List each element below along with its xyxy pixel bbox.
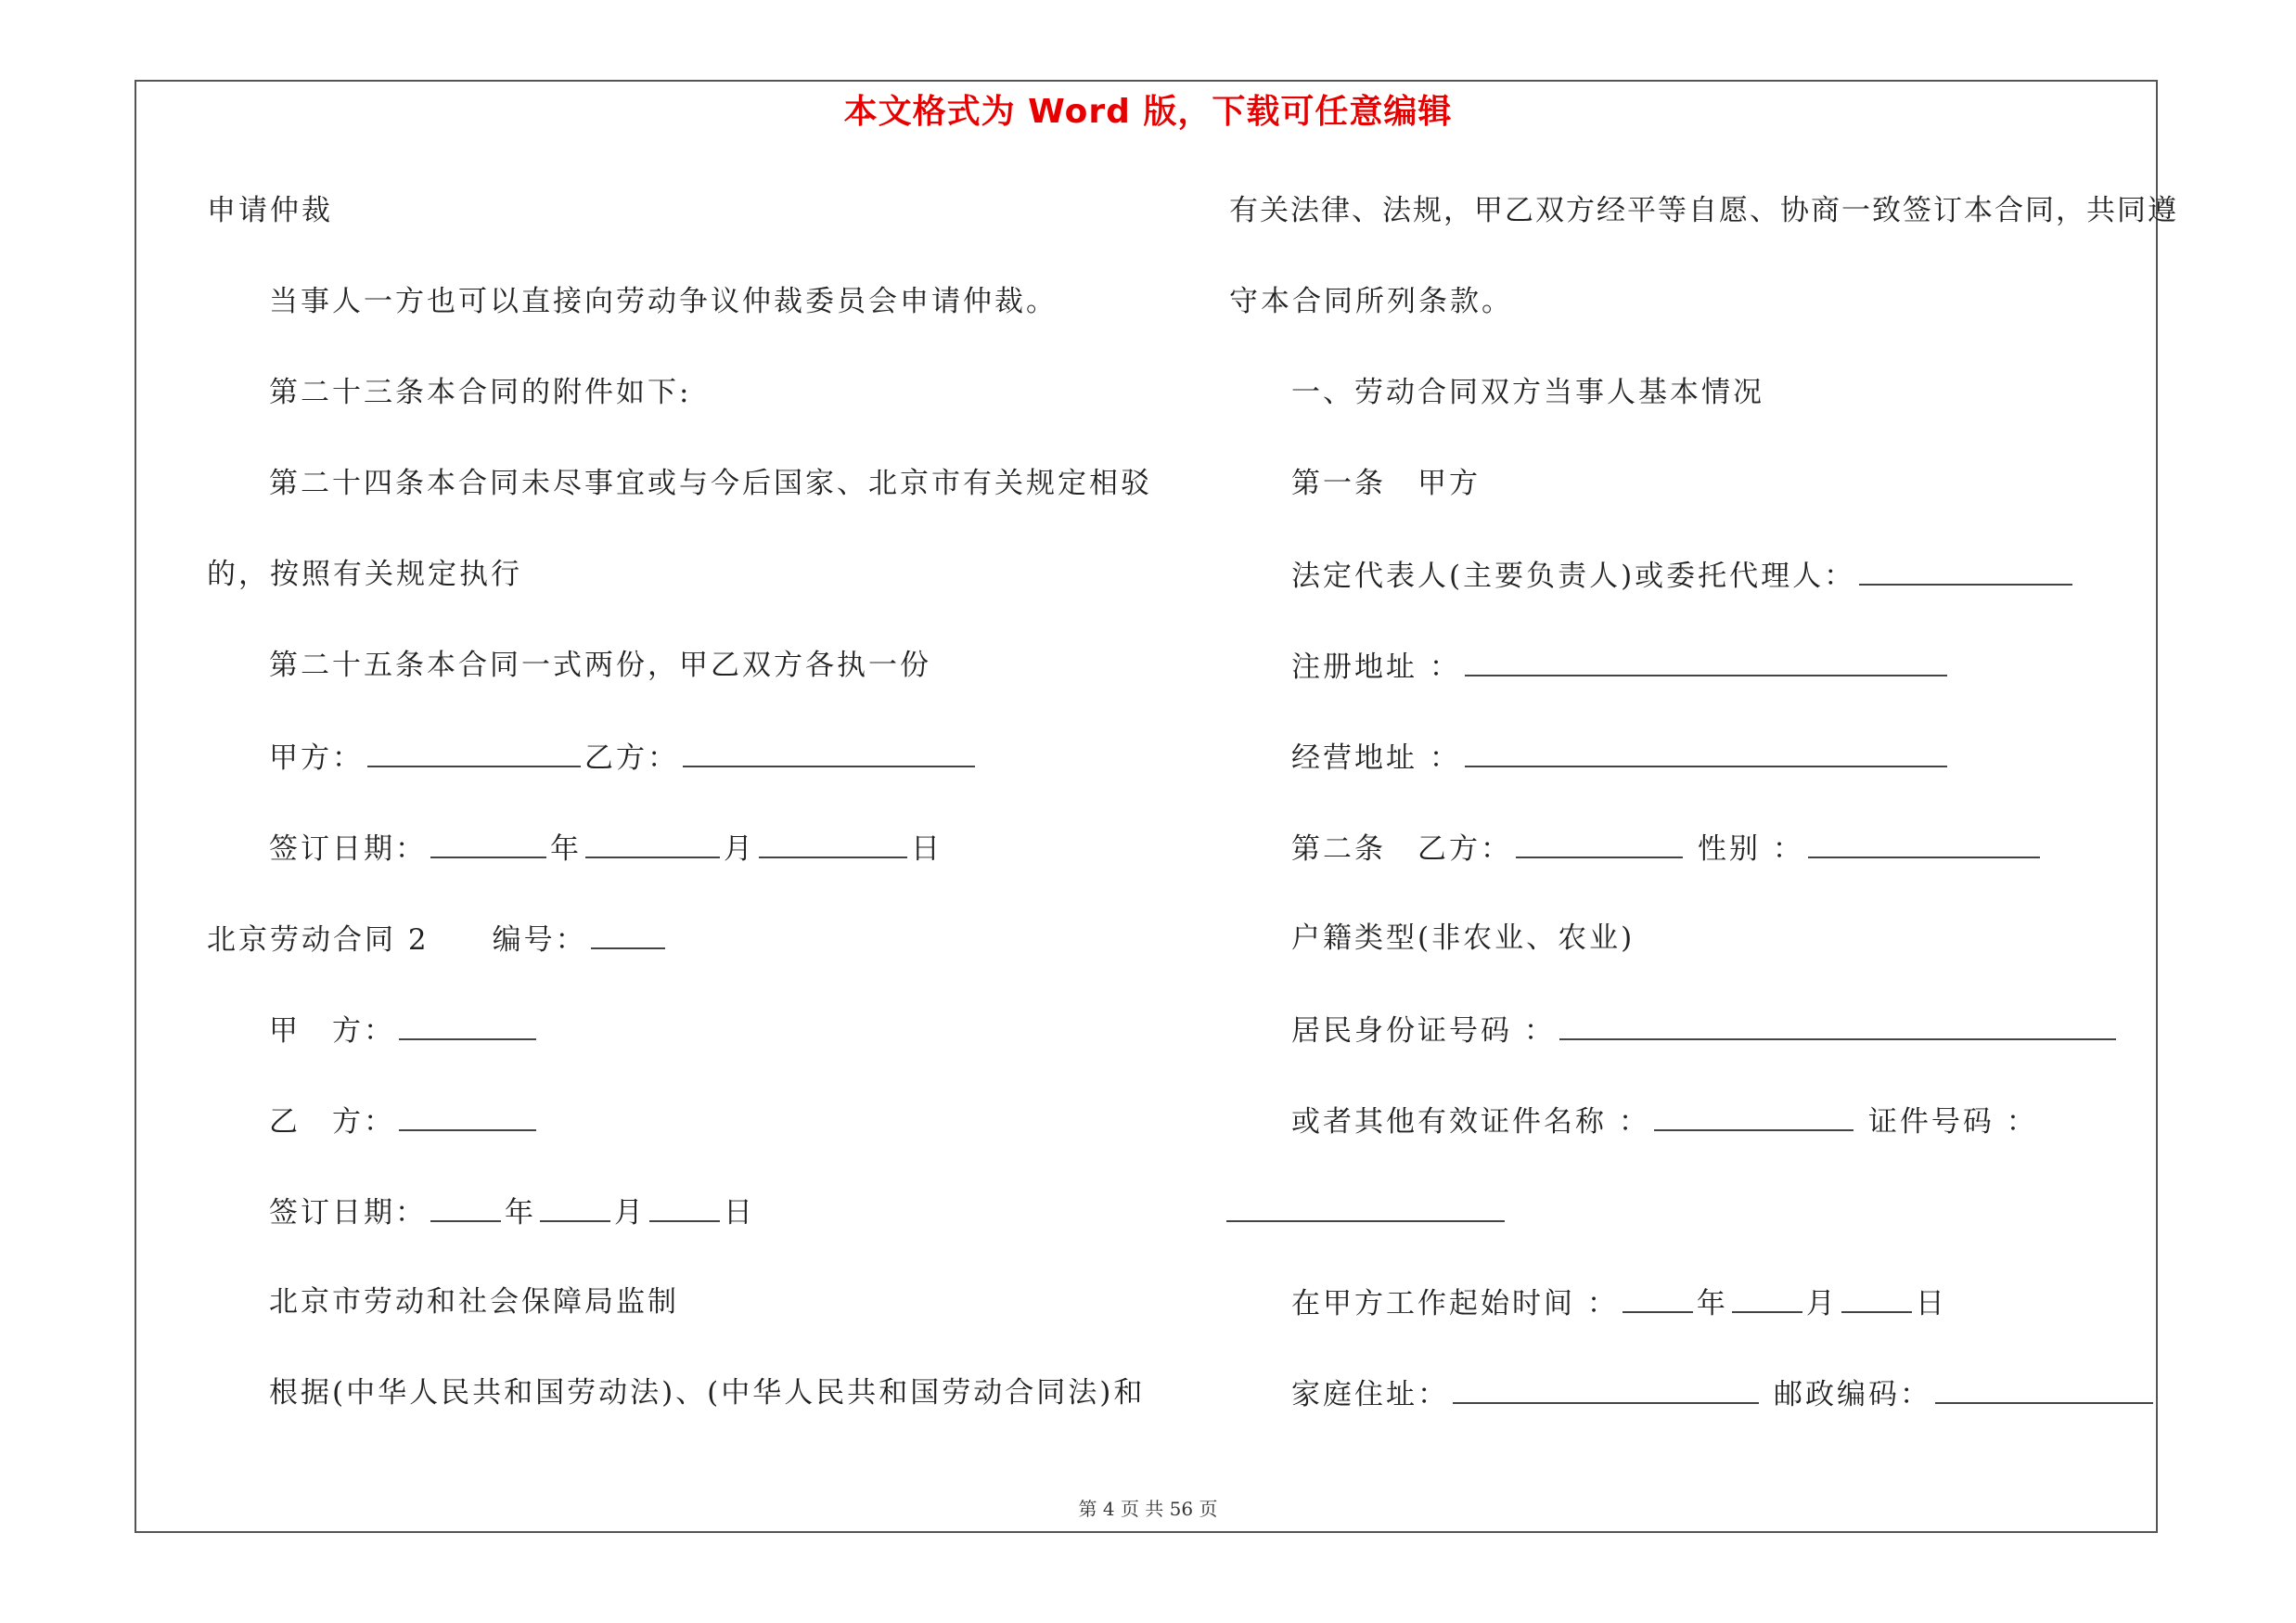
home-address-line bbox=[1291, 1374, 2157, 1413]
month-blank[interactable] bbox=[585, 829, 720, 858]
label: 性别 ： bbox=[1698, 832, 1804, 866]
id-number-continued-line bbox=[1226, 1192, 1505, 1231]
label: 日 bbox=[724, 1196, 755, 1230]
home-address-blank[interactable] bbox=[1453, 1374, 1759, 1404]
year-blank[interactable] bbox=[1623, 1283, 1693, 1313]
registered-address-blank[interactable] bbox=[1465, 647, 1947, 676]
text-line: 申请仲裁 bbox=[207, 194, 333, 227]
label: 居民身份证号码 ： bbox=[1291, 1014, 1556, 1048]
label: 月 bbox=[614, 1196, 646, 1230]
label: 月 bbox=[724, 832, 755, 866]
party-a-blank[interactable] bbox=[399, 1011, 536, 1040]
contract-number-line bbox=[207, 920, 669, 959]
business-address-line bbox=[1291, 738, 1951, 777]
day-blank[interactable] bbox=[649, 1192, 720, 1222]
representative-blank[interactable] bbox=[1859, 556, 2072, 586]
label: 邮政编码： bbox=[1774, 1378, 1931, 1411]
text-line: 根据(中华人民共和国劳动法)、(中华人民共和国劳动合同法)和 bbox=[269, 1376, 1146, 1410]
label: 日 bbox=[1915, 1287, 1947, 1320]
party-b-line bbox=[269, 1101, 540, 1140]
text-line: 第二十三条本合同的附件如下: bbox=[269, 376, 692, 409]
text-line: 户籍类型(非农业、农业) bbox=[1291, 921, 1635, 955]
label: 月 bbox=[1805, 1287, 1838, 1320]
month-blank[interactable] bbox=[1732, 1283, 1802, 1313]
party-b-blank[interactable] bbox=[683, 738, 975, 767]
business-address-blank[interactable] bbox=[1465, 738, 1947, 767]
label: 日 bbox=[911, 832, 943, 866]
day-blank[interactable] bbox=[759, 829, 907, 858]
month-blank[interactable] bbox=[540, 1192, 610, 1222]
registered-address-line bbox=[1291, 647, 1951, 686]
label: 乙 方： bbox=[269, 1105, 395, 1139]
section-heading: 一、劳动合同双方当事人基本情况 bbox=[1291, 376, 1764, 409]
label: 甲 方： bbox=[269, 1014, 395, 1048]
label: 家庭住址： bbox=[1291, 1378, 1449, 1411]
label: 法定代表人(主要负责人)或委托代理人： bbox=[1291, 560, 1856, 593]
word-format-banner: 本文格式为 Word 版，下载可任意编辑 bbox=[843, 93, 1453, 131]
text-line: 有关法律、法规，甲乙双方经平等自愿、协商一致签订本合同，共同遵 bbox=[1229, 194, 2178, 227]
day-blank[interactable] bbox=[1841, 1283, 1912, 1313]
text-line: 的，按照有关规定执行 bbox=[207, 558, 522, 591]
year-blank[interactable] bbox=[430, 1192, 501, 1222]
other-id-line bbox=[1291, 1101, 2038, 1140]
label: 乙方： bbox=[584, 741, 679, 775]
signature-party-line bbox=[269, 738, 979, 777]
start-date-line bbox=[1291, 1283, 1947, 1322]
party-b-name-blank[interactable] bbox=[1516, 829, 1683, 858]
party-b-blank[interactable] bbox=[399, 1101, 536, 1131]
sign-date-line bbox=[269, 829, 943, 868]
label: 编号： bbox=[492, 923, 587, 957]
label: 注册地址 ： bbox=[1291, 650, 1461, 684]
number-blank[interactable] bbox=[591, 920, 665, 949]
postal-code-blank[interactable] bbox=[1935, 1374, 2153, 1404]
contract-title: 北京劳动合同 2 bbox=[207, 923, 430, 957]
page-number: 第 4 页 共 56 页 bbox=[1078, 1498, 1218, 1520]
representative-line bbox=[1291, 556, 2076, 595]
party-a-blank[interactable] bbox=[367, 738, 581, 767]
label: 第二条 乙方： bbox=[1291, 832, 1512, 866]
year-blank[interactable] bbox=[430, 829, 546, 858]
other-id-name-blank[interactable] bbox=[1654, 1101, 1853, 1131]
label: 签订日期： bbox=[269, 1196, 427, 1230]
party-a-line bbox=[269, 1011, 540, 1050]
id-number-blank[interactable] bbox=[1559, 1011, 2116, 1040]
label: 经营地址 ： bbox=[1291, 741, 1461, 775]
label: 甲方： bbox=[269, 741, 364, 775]
label: 在甲方工作起始时间 ： bbox=[1291, 1287, 1619, 1320]
text-line: 第二十四条本合同未尽事宜或与今后国家、北京市有关规定相驳 bbox=[269, 467, 1152, 500]
party-b-info-line bbox=[1291, 829, 2044, 868]
label: 年 bbox=[550, 832, 582, 866]
label: 或者其他有效证件名称 ： bbox=[1291, 1105, 1650, 1139]
label: 年 bbox=[505, 1196, 536, 1230]
text-line: 守本合同所列条款。 bbox=[1229, 285, 1513, 318]
id-number-line bbox=[1291, 1011, 2120, 1050]
text-line: 北京市劳动和社会保障局监制 bbox=[269, 1285, 679, 1319]
label: 签订日期： bbox=[269, 832, 427, 866]
text-line: 第一条 甲方 bbox=[1291, 467, 1481, 500]
sign-date-line bbox=[269, 1192, 755, 1231]
label: 证件号码 ： bbox=[1867, 1105, 2038, 1139]
document-number-blank[interactable] bbox=[1226, 1192, 1505, 1222]
label: 年 bbox=[1696, 1287, 1728, 1320]
text-line: 当事人一方也可以直接向劳动争议仲裁委员会申请仲裁。 bbox=[269, 285, 1058, 318]
gender-blank[interactable] bbox=[1808, 829, 2040, 858]
text-line: 第二十五条本合同一式两份，甲乙双方各执一份 bbox=[269, 649, 931, 682]
